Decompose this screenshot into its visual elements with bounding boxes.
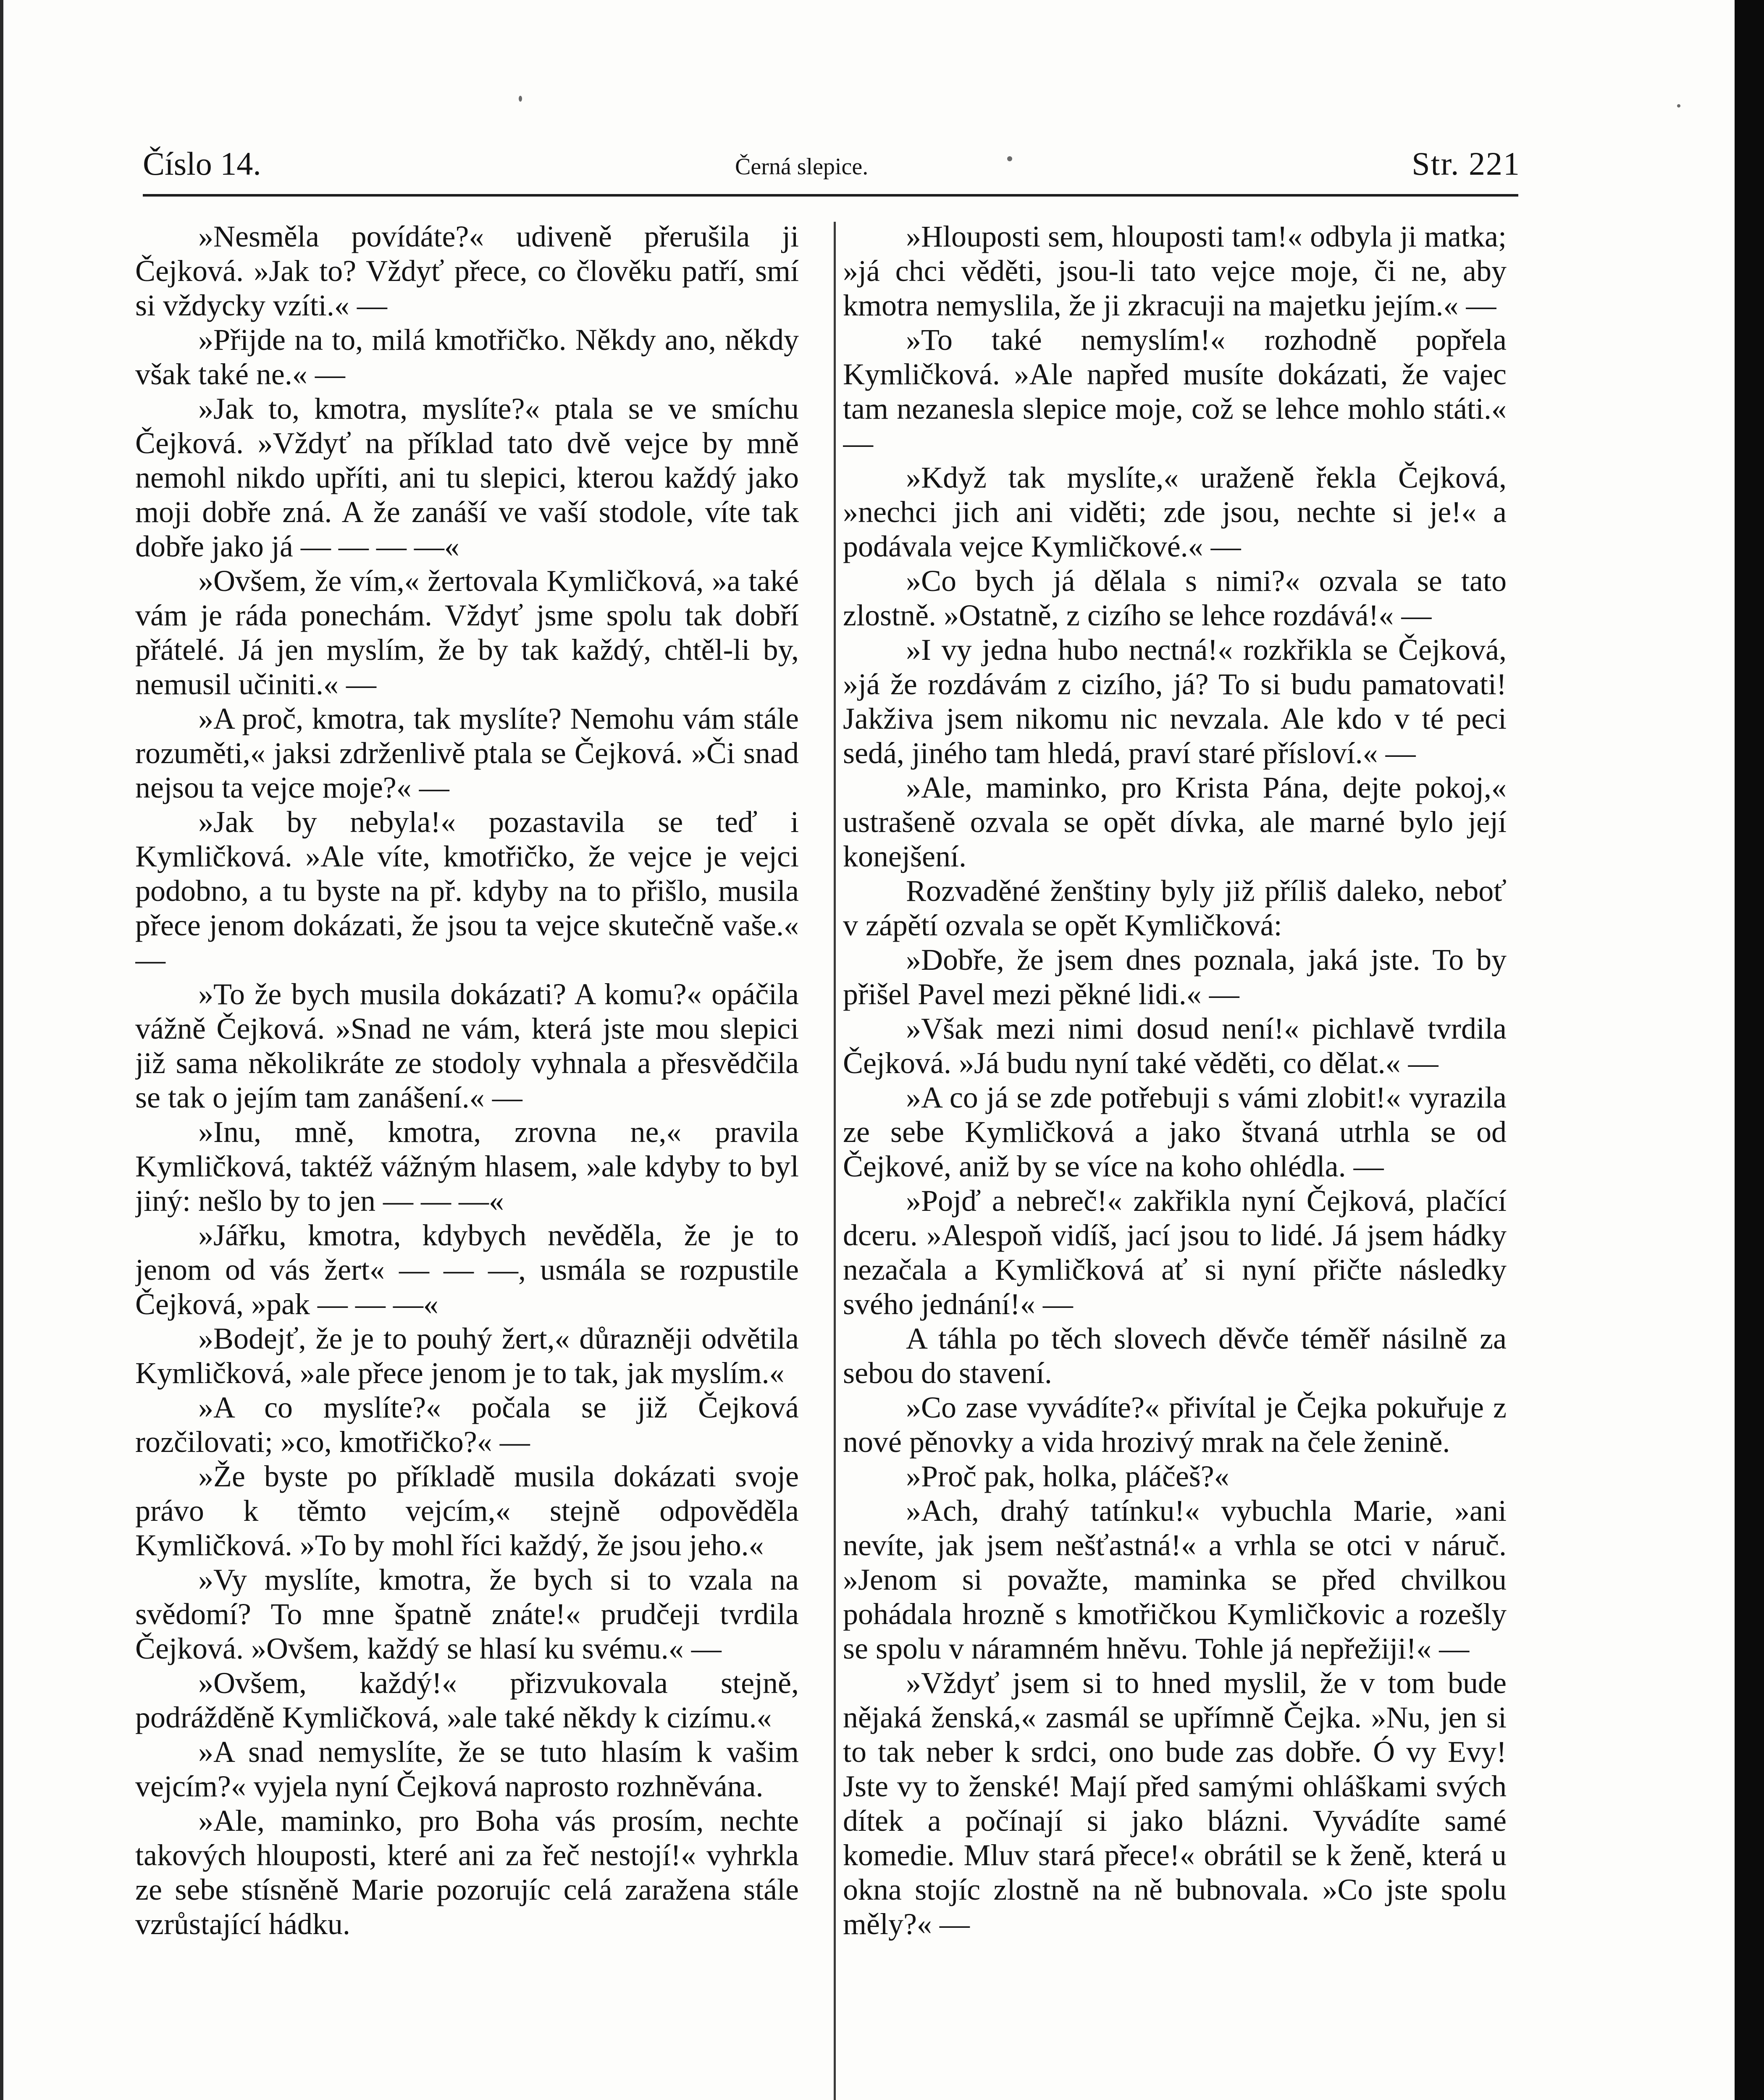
paragraph: »Ale, maminko, pro Krista Pána, dejte pokoj,« ustrašeně ozvala se opět dívka, ale marné bylo její konejšení.	[843, 771, 1507, 873]
paragraph: »Proč pak, holka, pláčeš?«	[906, 1460, 1229, 1493]
header-rule	[143, 194, 1518, 197]
paragraph: »Bodejť, že je to pouhý žert,« důrazněji odvětila Kymličková, »ale přece jenom je to tak, jak myslím.«	[135, 1322, 799, 1390]
scan-speck	[519, 96, 522, 102]
paragraph: »Jářku, kmotra, kdybych nevěděla, že je to jenom od vás žert« — — —, usmála se rozpustile Čejková, »pak — — —«	[135, 1218, 799, 1321]
running-head	[143, 145, 1520, 195]
paragraph: »Inu, mně, kmotra, zrovna ne,« pravila Kymličková, taktéž vážným hlasem, »ale kdyby to byl jiný: nešlo by to jen — — —«	[135, 1115, 799, 1218]
page-number: Str. 221	[1412, 145, 1520, 182]
paragraph: »I vy jedna hubo nectná!« rozkřikla se Čejková, »já že rozdávám z cizího, já? To si budu pamatovati! Jakživa jsem nikomu nic nevzala. Ale kdo v té peci sedá, jiného tam hledá, praví staré přísloví.« —	[843, 633, 1507, 770]
paragraph: »Jak to, kmotra, myslíte?« ptala se ve smíchu Čejková. »Vždyť na příklad tato dvě vejce by mně nemohl nikdo upříti, ani tu slepici, kterou každý jako moji dobře zná. A že zanáší ve vaší stodole, víte tak dobře jako já — — — —«	[135, 392, 799, 563]
paragraph: »A snad nemyslíte, že se tuto hlasím k vašim vejcím?« vyjela nyní Čejková naprosto rozhněvána.	[135, 1735, 799, 1803]
left-column	[135, 219, 799, 2100]
paragraph: »Ale, maminko, pro Boha vás prosím, nechte takových hlouposti, které ani za řeč nestojí!« vyhrkla ze sebe stísněně Marie pozorujíc celá zaražena stále vzrůstající hádku.	[135, 1804, 799, 1941]
paragraph: »A proč, kmotra, tak myslíte? Nemohu vám stále rozuměti,« jaksi zdrženlivě ptala se Čejková. »Či snad nejsou ta vejce moje?« —	[135, 702, 799, 804]
paragraph: »Když tak myslíte,« uraženě řekla Čejková, »nechci jich ani viděti; zde jsou, nechte si je!« a podávala vejce Kymličkové.« —	[843, 461, 1507, 563]
right-column	[843, 219, 1507, 2100]
paragraph: »To také nemyslím!« rozhodně popřela Kymličková. »Ale napřed musíte dokázati, že vajec tam nezanesla slepice moje, což se lehce mohlo státi.« —	[843, 323, 1507, 460]
paragraph: »Ovšem, že vím,« žertovala Kymličková, »a také vám je ráda ponechám. Vždyť jsme spolu tak dobří přátelé. Já jen myslím, že by tak každý, chtěl-li by, nemusil učiniti.« —	[135, 564, 799, 701]
paragraph: A táhla po těch slovech děvče téměř násilně za sebou do stavení.	[843, 1322, 1507, 1390]
paragraph: »Co bych já dělala s nimi?« ozvala se tato zlostně. »Ostatně, z cizího se lehce rozdává!« —	[843, 564, 1507, 632]
column-divider	[834, 222, 836, 2100]
paragraph: »Co zase vyvádíte?« přivítal je Čejka pokuřuje z nové pěnovky a vida hrozivý mrak na čele ženině.	[843, 1391, 1507, 1459]
paragraph: »Vy myslíte, kmotra, že bych si to vzala na svědomí? To mne špatně znáte!« prudčeji tvrdila Čejková. »Ovšem, každý se hlasí ku svému.« —	[135, 1563, 799, 1665]
paragraph: »To že bych musila dokázati? A komu?« opáčila vážně Čejková. »Snad ne vám, která jste mou slepici již sama několikráte ze stodoly vyhnala a přesvědčila se tak o jejím tam zanášení.« —	[135, 977, 799, 1114]
paragraph: »Že byste po příkladě musila dokázati svoje právo k těmto vejcím,« stejně odpověděla Kymličková. »To by mohl říci každý, že jsou jeho.«	[135, 1460, 799, 1562]
paragraph: »Hlouposti sem, hlouposti tam!« odbyla ji matka; »já chci věděti, jsou-li tato vejce moje, či ne, aby kmotra nemyslila, že ji zkracuji na majetku jejím.« —	[843, 220, 1507, 322]
scan-right-edge	[1735, 0, 1764, 2100]
paragraph: »Ovšem, každý!« přizvukovala stejně, podrážděně Kymličková, »ale také někdy k cizímu.«	[135, 1666, 799, 1734]
paragraph: »Jak by nebyla!« pozastavila se teď i Kymličková. »Ale víte, kmotřičko, že vejce je vejci podobno, a tu byste na př. kdyby na to přišlo, musila přece jenom dokázati, že jsou ta vejce skutečně vaše.« —	[135, 805, 799, 976]
paragraph: »Ach, drahý tatínku!« vybuchla Marie, »ani nevíte, jak jsem nešťastná!« a vrhla se otci v náruč. »Jenom si považte, maminka se před chvilkou pohádala hrozně s kmotřičkou Kymličkovic a rozešly se spolu v náramném hněvu. Tohle já nepřežiji!« —	[843, 1494, 1507, 1665]
scan-speck	[1007, 156, 1012, 161]
scan-left-edge	[0, 0, 3, 2100]
story-title: Černá slepice.	[735, 154, 869, 180]
paragraph: »A co já se zde potřebuji s vámi zlobit!« vyrazila ze sebe Kymličková a jako štvaná utrhla se od Čejkové, aniž by se více na koho ohlédla. —	[843, 1081, 1507, 1183]
paragraph: »Dobře, že jsem dnes poznala, jaká jste. To by přišel Pavel mezi pěkné lidi.« —	[843, 943, 1507, 1011]
paragraph: »Vždyť jsem si to hned myslil, že v tom bude nějaká ženská,« zasmál se upřímně Čejka. »Nu, jen si to tak neber k srdci, ono bude zas dobře. Ó vy Evy! Jste vy to ženské! Mají před samými ohláškami svých dítek a počínají si jako blázni. Vyvádíte samé komedie. Mluv stará přece!« obrátil se k ženě, která u okna stojíc zlostně na ně bubnovala. »Co jste spolu měly?« —	[843, 1666, 1507, 1941]
paragraph: Rozvaděné ženštiny byly již příliš daleko, neboť v zápětí ozvala se opět Kymličková:	[843, 874, 1507, 942]
paragraph: »Však mezi nimi dosud není!« pichlavě tvrdila Čejková. »Já budu nyní také věděti, co dělat.« —	[843, 1012, 1507, 1080]
issue-number: Číslo 14.	[143, 145, 261, 182]
paragraph: »Nesměla povídáte?« udiveně přerušila ji Čejková. »Jak to? Vždyť přece, co člověku patří, smí si vždycky vzíti.« —	[135, 220, 799, 322]
scan-speck	[1677, 104, 1680, 108]
paragraph: »Přijde na to, milá kmotřičko. Někdy ano, někdy však také ne.« —	[135, 323, 799, 391]
paragraph: »A co myslíte?« počala se již Čejková rozčilovati; »co, kmotřičko?« —	[135, 1391, 799, 1459]
paragraph: »Pojď a nebreč!« zakřikla nyní Čejková, plačící dceru. »Alespoň vidíš, jací jsou to lidé. Já jsem hádky nezačala a Kymličková ať si nyní přičte následky svého jednání!« —	[843, 1184, 1507, 1321]
